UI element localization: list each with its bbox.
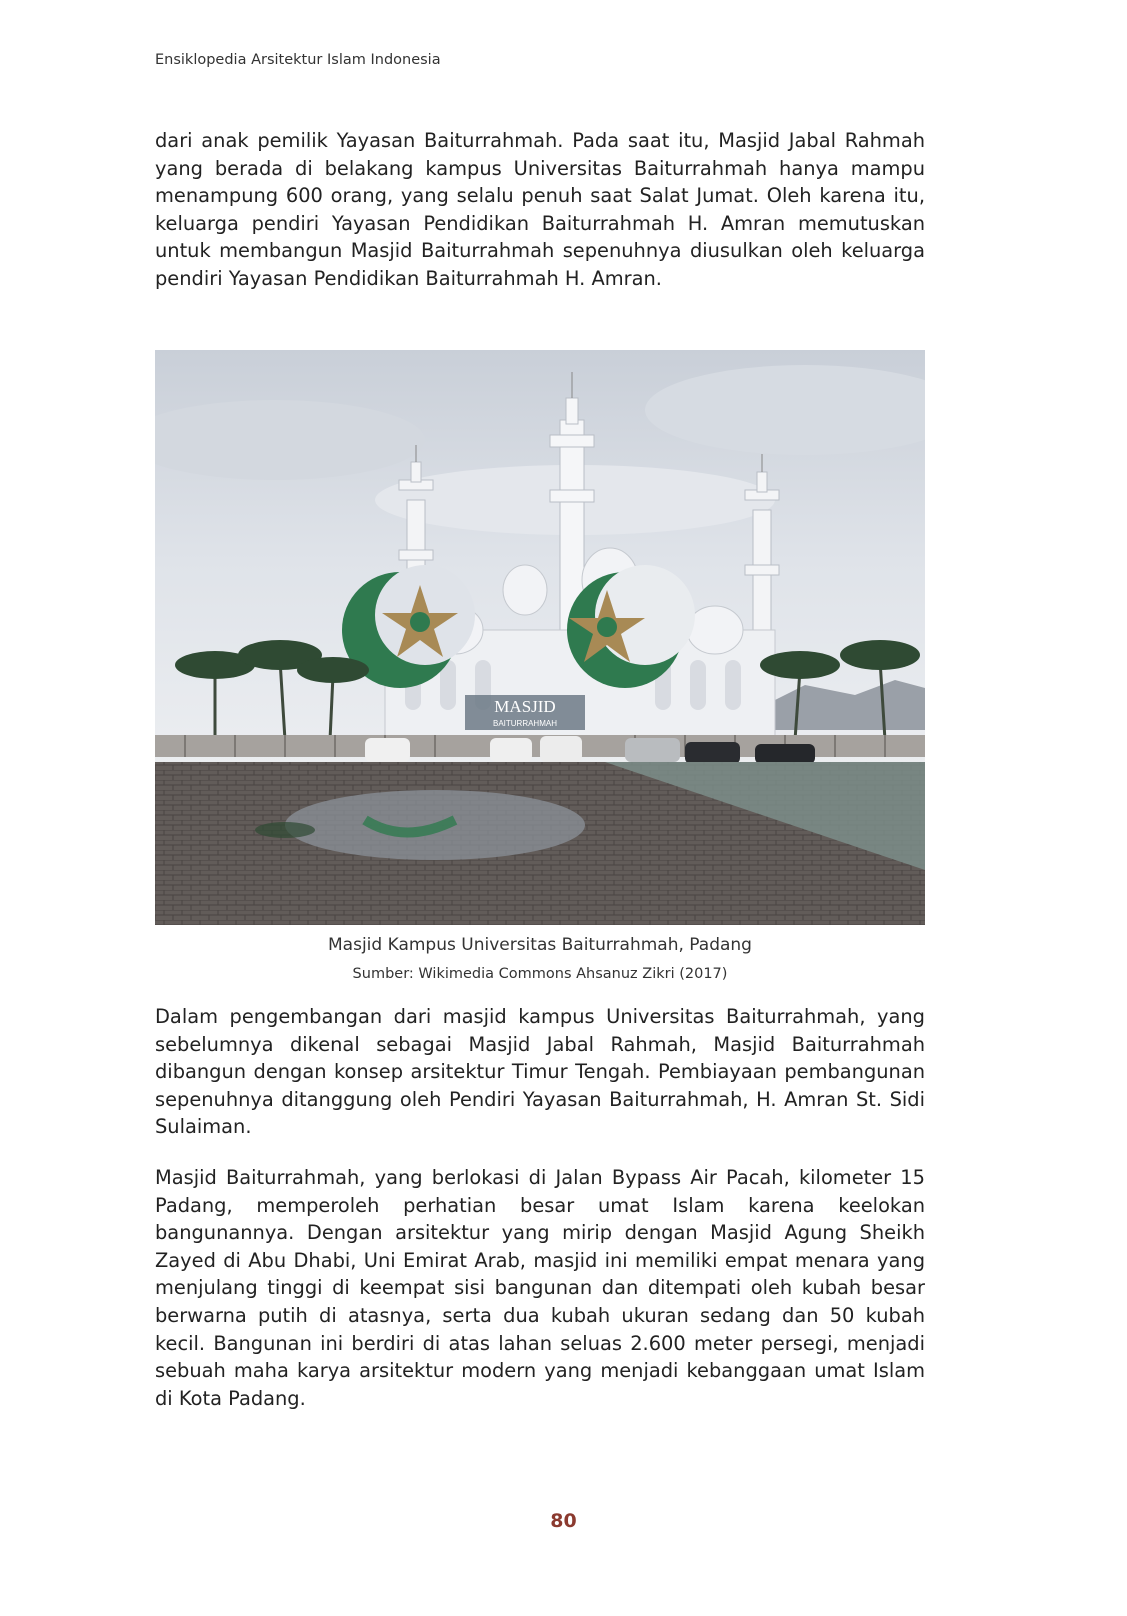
svg-text:MASJID: MASJID (494, 697, 556, 716)
mosque-sign (465, 695, 585, 730)
running-header: Ensiklopedia Arsitektur Islam Indonesia (155, 52, 441, 68)
page-number: 80 (550, 1510, 577, 1532)
svg-text:BAITURRAHMAH: BAITURRAHMAH (492, 719, 558, 728)
figure-source: Sumber: Wikimedia Commons Ahsanuz Zikri (2017) (352, 966, 728, 982)
mosque-photo (155, 350, 925, 925)
figure-caption: Masjid Kampus Universitas Baiturrahmah, Padang (328, 935, 752, 955)
body-paragraph-3: Masjid Baiturrahmah, yang berlokasi di Jalan Bypass Air Pacah, kilometer 15 Padang, memperoleh perhatian besar umat Islam karena keelokan bangunannya. Dengan arsitektur yang mirip dengan Masjid Agung Sheikh Zayed di Abu Dhabi, Uni Emirat Arab, masjid ini memiliki empat menara yang menjulang tinggi di keempat sisi bangunan dan ditempati oleh kubah besar berwarna putih di atasnya, serta dua kubah ukuran sedang dan 50 kubah kecil. Bangunan ini berdiri di atas lahan seluas 2.600 meter persegi, menjadi sebuah maha karya arsitektur modern yang menjadi kebanggaan umat Islam di Kota Padang. (155, 1166, 925, 1410)
body-paragraph-2: Dalam pengembangan dari masjid kampus Universitas Baiturrahmah, yang sebelumnya dikenal sebagai Masjid Jabal Rahmah, Masjid Baiturrahmah dibangun dengan konsep arsitektur Timur Tengah. Pembiayaan pembangunan sepenuhnya ditanggung oleh Pendiri Yayasan Baiturrahmah, H. Amran St. Sidi Sulaiman. (155, 1005, 925, 1139)
body-paragraph-1: dari anak pemilik Yayasan Baiturrahmah. Pada saat itu, Masjid Jabal Rahmah yang berada di belakang kampus Universitas Baiturrahmah hanya mampu menampung 600 orang, yang selalu penuh saat Salat Jumat. Oleh karena itu, keluarga pendiri Yayasan Pendidikan Baiturrahmah H. Amran memutuskan untuk membangun Masjid Baiturrahmah sepenuhnya diusulkan oleh keluarga pendiri Yayasan Pendidikan Baiturrahmah H. Amran. (155, 129, 925, 290)
